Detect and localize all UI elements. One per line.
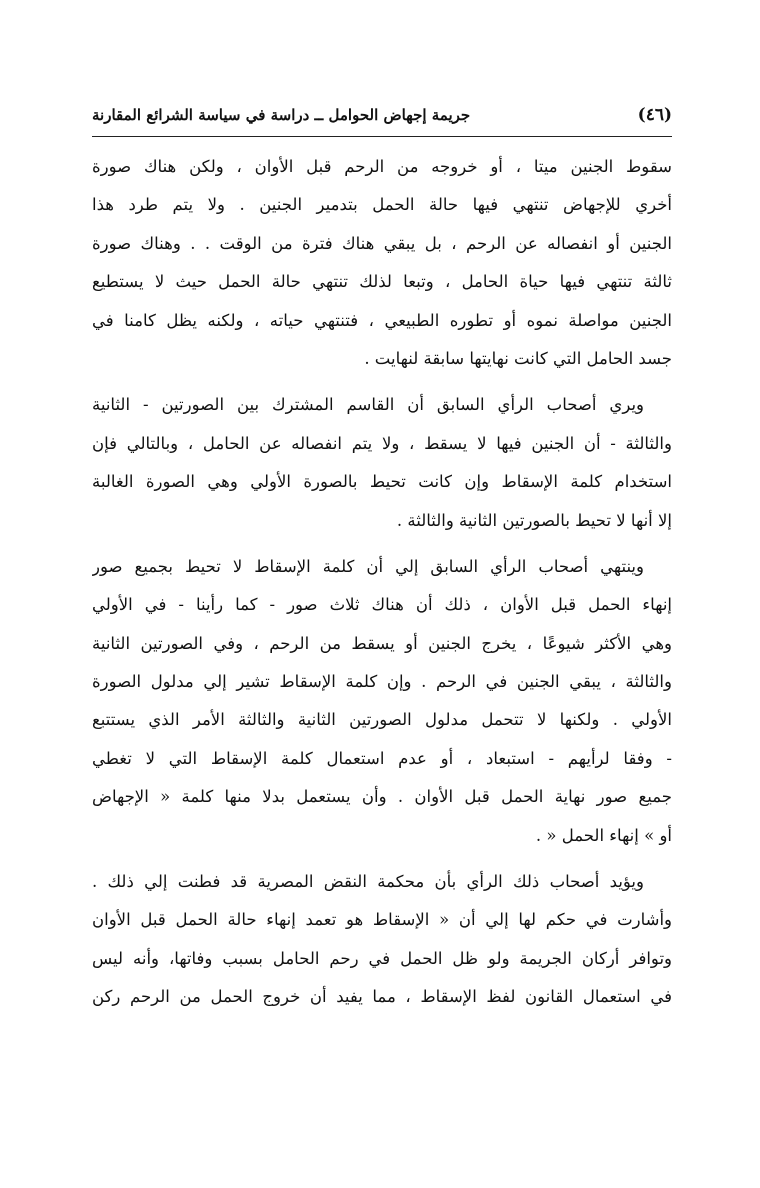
header-divider	[92, 136, 672, 137]
text-line: جميع صور نهاية الحمل قبل الأوان . وأن يستعمل بدلا منها كلمة « الإجهاض	[92, 787, 672, 807]
body-text	[92, 148, 672, 1025]
text-line: سقوط الجنين ميتا ، أو خروجه من الرحم قبل الأوان ، ولكن هناك صورة	[92, 157, 672, 176]
text-line: أو » إنهاء الحمل « .	[535, 825, 672, 845]
page-header	[92, 98, 672, 132]
text-line: الجنين أو انفصاله عن الرحم ، بل يبقي هناك فترة من الوقت . . وهناك صورة	[92, 233, 672, 253]
text-line: وينتهي أصحاب الرأي السابق إلي أن كلمة الإسقاط لا تحيط بجميع صور	[92, 556, 644, 576]
text-line: إنهاء الحمل قبل الأوان ، ذلك أن هناك ثلاث صور - كما رأينا - في الأولي	[92, 595, 672, 615]
paragraph-4	[92, 863, 672, 1017]
text-line: ثالثة تنتهي فيها حياة الحامل ، وتبعا لذلك تنتهي حالة الحمل حيث لا يستطيع	[92, 272, 672, 292]
text-line: والثالثة ، يبقي الجنين في الرحم . وإن كلمة الإسقاط تشير إلي مدلول الصورة	[92, 672, 672, 692]
text-line: والثالثة - أن الجنين فيها لا يسقط ، ولا يتم انفصاله عن الحامل ، وبالتالي فإن	[92, 433, 672, 453]
text-line: الأولي . ولكنها لا تتحمل مدلول الصورتين الثانية والثالثة الأمر الذي يستتبع	[92, 710, 672, 730]
text-line: وهي الأكثر شيوعًا ، يخرج الجنين أو يسقط من الرحم ، وفي الصورتين الثانية	[92, 633, 672, 653]
paragraph-1	[92, 148, 672, 378]
text-line: استخدام كلمة الإسقاط وإن كانت تحيط بالصورة الأولي وهي الصورة الغالبة	[92, 472, 672, 492]
text-line: في استعمال القانون لفظ الإسقاط ، مما يفيد أن خروج الحمل من الرحم ركن	[92, 987, 672, 1007]
running-title: جريمة إجهاض الحوامل ــ دراسة في سياسة الشرائع المقارنة	[92, 106, 471, 124]
text-line: - وفقا لرأيهم - استبعاد ، أو عدم استعمال كلمة الإسقاط التي لا تغطي	[92, 748, 672, 768]
text-line: الجنين مواصلة نموه أو تطوره الطبيعي ، فتنتهي حياته ، ولكنه يظل كامنا في	[92, 310, 672, 330]
text-line: إلا أنها لا تحيط بالصورتين الثانية والثالثة .	[396, 510, 672, 530]
text-line: وتوافر أركان الجريمة ولو ظل الحمل في رحم الحامل بسبب وفاتها، وأنه ليس	[92, 948, 672, 968]
text-line: ويري أصحاب الرأي السابق أن القاسم المشترك بين الصورتين - الثانية	[92, 395, 644, 415]
page-number: (٤٦)	[637, 105, 672, 125]
paragraph-3	[92, 548, 672, 855]
text-line: ويؤيد أصحاب ذلك الرأي بأن محكمة النقض المصرية قد فطنت إلي ذلك .	[92, 872, 644, 892]
paragraph-2	[92, 386, 672, 540]
text-line: أخري للإجهاض تنتهي فيها حالة الحمل بتدمير الجنين . ولا يتم طرد هذا	[92, 195, 672, 215]
text-line: جسد الحامل التي كانت نهايتها سابقة لنهايت .	[364, 348, 672, 368]
text-line: وأشارت في حكم لها إلي أن « الإسقاط هو تعمد إنهاء حالة الحمل قبل الأوان	[92, 910, 672, 930]
